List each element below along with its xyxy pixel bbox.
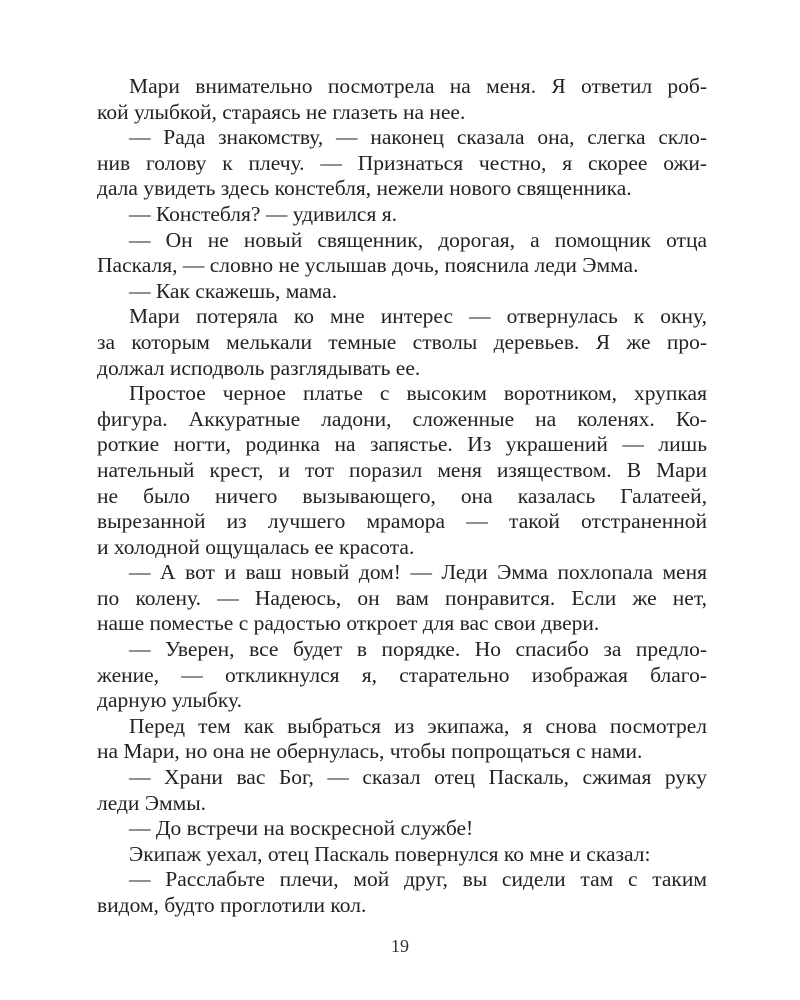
text-line: нив голову к плечу. — Признаться честно, я скорее ожи- (97, 150, 707, 175)
text-line: Простое черное платье с высоким воротником, хрупкая (129, 381, 707, 406)
paragraph (97, 125, 707, 202)
text-line: — Рада знакомству, — наконец сказала она, слегка скло- (129, 125, 707, 150)
text-line: — Констебля? — удивился я. (129, 201, 397, 226)
text-line: — Храни вас Бог, — сказал отец Паскаль, сжимая руку (129, 765, 707, 790)
text-line: вырезанной из лучшего мрамора — такой отстраненной (97, 509, 707, 534)
text-line: Мари потеряла ко мне интерес — отвернулась к окну, (129, 304, 707, 329)
paragraph (97, 714, 707, 765)
paragraph (97, 842, 707, 868)
text-line: леди Эммы. (97, 790, 207, 815)
text-line: на Мари, но она не обернулась, чтобы попрощаться с нами. (97, 739, 643, 764)
text-line: нательный крест, и тот поразил меня изяществом. В Мари (97, 457, 707, 482)
paragraph (97, 637, 707, 714)
text-line: Мари внимательно посмотрела на меня. Я ответил роб- (129, 74, 707, 98)
text-line: фигура. Аккуратные ладони, сложенные на коленях. Ко- (97, 406, 707, 431)
body-text (97, 74, 707, 919)
text-line: — Уверен, все будет в порядке. Но спасибо за предло- (129, 637, 707, 662)
text-line: — Как скажешь, мама. (129, 278, 338, 303)
text-line: должал исподволь разглядывать ее. (97, 355, 421, 380)
text-line: видом, будто проглотили кол. (97, 893, 367, 917)
text-line: за которым мелькали темные стволы деревьев. Я же про- (97, 329, 707, 354)
text-line: Перед тем как выбраться из экипажа, я снова посмотрел (129, 713, 707, 738)
paragraph (97, 304, 707, 381)
paragraph (97, 279, 707, 305)
text-line: — До встречи на воскресной службе! (129, 816, 474, 841)
text-line: жение, — откликнулся я, старательно изображая благо- (97, 662, 707, 687)
page-number: 19 (391, 936, 409, 956)
text-line: наше поместье с радостью откроет для вас свои двери. (97, 611, 600, 636)
paragraph (97, 381, 707, 560)
text-line: дала увидеть здесь констебля, нежели нового священника. (97, 176, 632, 201)
paragraph (97, 816, 707, 842)
text-line: по колену. — Надеюсь, он вам понравится. Если же нет, (97, 585, 707, 610)
text-line: кой улыбкой, стараясь не глазеть на нее. (97, 99, 466, 124)
text-line: — Он не новый священник, дорогая, а помощник отца (129, 227, 707, 252)
text-line: — А вот и ваш новый дом! — Леди Эмма похлопала меня (129, 560, 707, 585)
paragraph (97, 765, 707, 816)
paragraph (97, 74, 707, 125)
text-line: дарную улыбку. (97, 688, 242, 713)
paragraph (97, 202, 707, 228)
paragraph (97, 560, 707, 637)
text-line: роткие ногти, родинка на запястье. Из украшений — лишь (97, 432, 707, 457)
text-line: и холодной ощущалась ее красота. (97, 534, 415, 559)
text-line: — Расслабьте плечи, мой друг, вы сидели там с таким (129, 867, 707, 892)
text-line: не было ничего вызывающего, она казалась Галатеей, (97, 483, 707, 508)
paragraph (97, 228, 707, 279)
paragraph (97, 867, 707, 918)
text-line: Экипаж уехал, отец Паскаль повернулся ко мне и сказал: (129, 841, 651, 866)
text-line: Паскаля, — словно не услышав дочь, пояснила леди Эмма. (97, 253, 639, 278)
